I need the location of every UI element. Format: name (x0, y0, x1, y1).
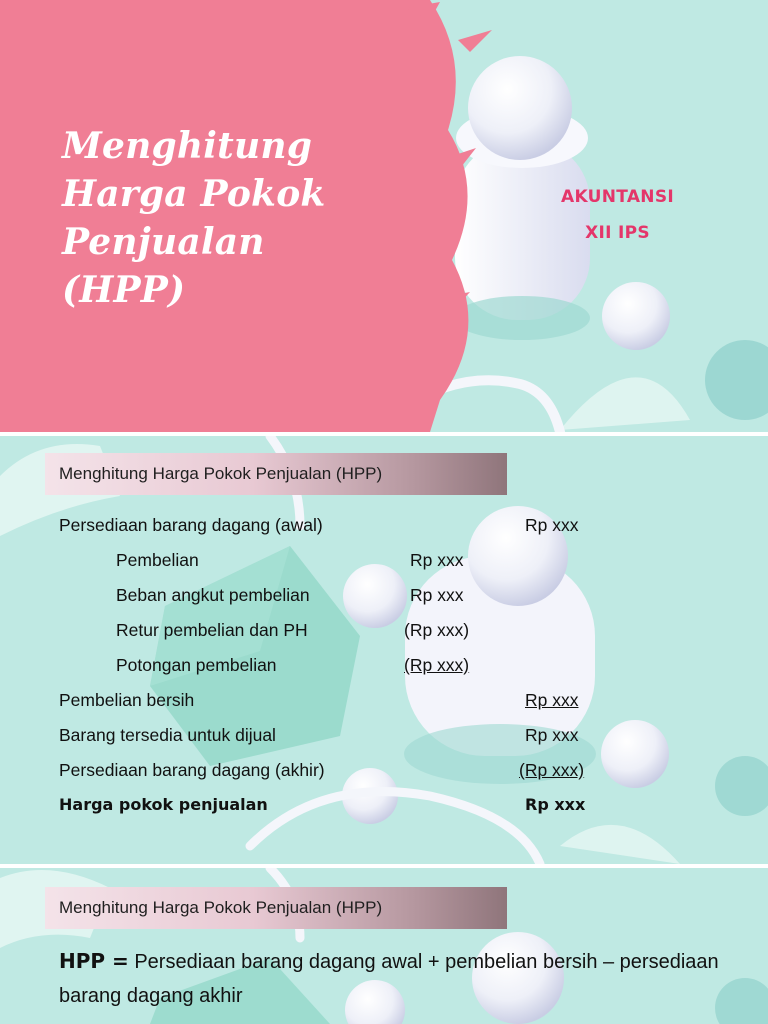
title-line: Harga Pokok (62, 173, 326, 215)
row-value: Rp xxx (525, 690, 579, 710)
formula-term: HPP = (59, 949, 129, 973)
title-slide (0, 0, 768, 432)
row-label: Persediaan barang dagang (akhir) (59, 760, 325, 780)
section-header-text: Menghitung Harga Pokok Penjualan (HPP) (59, 464, 383, 483)
formula-slide (0, 868, 768, 1024)
row-value: (Rp xxx) (404, 620, 470, 640)
row-value: (Rp xxx) (519, 760, 585, 780)
formula-text: Persediaan barang dagang awal + pembelian bersih – persediaan barang dagang akhir (59, 951, 719, 1007)
row-label: Retur pembelian dan PH (116, 620, 308, 640)
row-value: Rp xxx (410, 550, 464, 570)
hpp-formula (59, 944, 719, 1013)
title-line: Menghitung (62, 125, 313, 167)
row-label: Pembelian bersih (59, 690, 195, 710)
row-label: Potongan pembelian (116, 655, 277, 675)
presentation-title (62, 122, 326, 314)
row-value: Rp xxx (525, 725, 579, 745)
title-line: Penjualan (62, 221, 265, 263)
row-label: Persediaan barang dagang (awal) (59, 515, 323, 535)
computation-slide (0, 436, 768, 864)
total-value: Rp xxx (525, 795, 586, 814)
section-header-text: Menghitung Harga Pokok Penjualan (HPP) (59, 898, 383, 917)
row-label: Barang tersedia untuk dijual (59, 725, 276, 745)
section-header-bar (45, 453, 507, 495)
row-value: (Rp xxx) (404, 655, 470, 675)
section-header-bar (45, 887, 507, 929)
title-line: (HPP) (62, 269, 186, 311)
row-label: Pembelian (116, 550, 199, 570)
row-value: Rp xxx (525, 515, 579, 535)
subject-label: AKUNTANSI (561, 187, 674, 207)
grade-label: XII IPS (585, 223, 650, 243)
row-value: Rp xxx (410, 585, 464, 605)
total-label: Harga pokok penjualan (59, 795, 268, 814)
row-label: Beban angkut pembelian (116, 585, 310, 605)
